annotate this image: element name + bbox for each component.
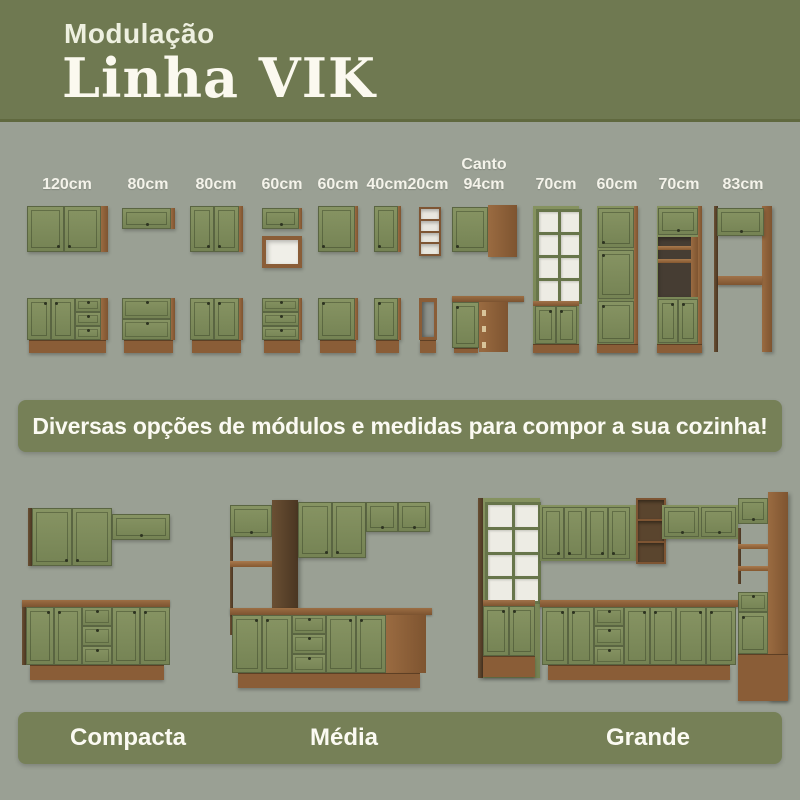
- flip-door: [398, 502, 430, 532]
- drawer: [82, 626, 112, 646]
- drawer: [82, 607, 112, 626]
- drawer: [292, 615, 326, 634]
- module-label-canto-top: Canto: [461, 156, 507, 173]
- cabinet-door: [190, 298, 214, 340]
- cabinet-door: [26, 607, 54, 665]
- rack-cell: [421, 209, 439, 219]
- cabinet-door: [374, 298, 398, 340]
- wood-side-panel: [299, 208, 302, 229]
- cabinet-door: [54, 607, 82, 665]
- module-120cm-upper-cabinet: [27, 206, 108, 252]
- plinth: [483, 656, 535, 677]
- flip-door: [738, 498, 768, 524]
- glass-pane: [515, 555, 539, 577]
- glass-pane: [539, 258, 558, 278]
- kitchen-grande-illustration: [470, 485, 788, 703]
- cabinet-door: [214, 298, 239, 340]
- wood-side-panel: [738, 528, 741, 584]
- hinge: [482, 326, 486, 332]
- wood-side-panel: [398, 206, 401, 252]
- module-label-60cm-c: 60cm: [596, 176, 638, 193]
- shelf: [738, 566, 768, 571]
- wood-side-panel: [171, 298, 175, 340]
- wood-side-panel: [355, 298, 358, 340]
- canto-upper-wood-panel: [488, 205, 517, 257]
- module-60cm-tall-pantry-cabinet: [597, 206, 638, 352]
- base-counter-run: [230, 608, 432, 693]
- drawer: [122, 298, 171, 319]
- module-83cm-fridge-frame: [714, 206, 772, 352]
- open-shelf-section: [738, 528, 768, 584]
- cabinet-door: [624, 607, 650, 665]
- header-band: [0, 0, 800, 122]
- flip-upper-cabinet: [662, 505, 738, 539]
- drawer: [262, 326, 299, 340]
- wood-side-panel: [698, 206, 702, 344]
- module-label-60cm-a: 60cm: [261, 176, 303, 193]
- cabinet-door: [214, 206, 239, 252]
- wood-side-panel: [299, 298, 302, 340]
- tall-corner-tower: [738, 492, 788, 700]
- module-20cm-base-open-unit: [419, 298, 437, 340]
- base-counter-run: [22, 600, 170, 688]
- module-80cm-drawer-base-cabinet: [122, 298, 175, 340]
- glass-display-cabinet: [478, 498, 540, 678]
- cabinet-door: [542, 607, 568, 665]
- cabinet-door: [51, 298, 75, 340]
- header-kicker: Modulação: [64, 18, 215, 49]
- glass-pane: [539, 281, 558, 301]
- flip-door: [122, 208, 171, 229]
- drawer: [738, 592, 768, 612]
- cabinet-door: [535, 306, 556, 344]
- glass-pane: [515, 505, 539, 527]
- flip-upper-cabinet: [112, 514, 170, 540]
- cabinet-door: [27, 298, 51, 340]
- cabinet-door: [598, 301, 634, 343]
- cabinet-door: [676, 607, 706, 665]
- cabinet-door: [72, 508, 112, 566]
- module-label-120cm: 120cm: [42, 176, 92, 193]
- kitchen-sizes-band: [18, 712, 782, 764]
- module-20cm-upper-bottle-rack: [419, 207, 441, 256]
- cabinet-door: [27, 206, 64, 252]
- glass-pane: [488, 505, 512, 527]
- wood-side-panel: [239, 298, 243, 340]
- glass-pane: [561, 212, 580, 232]
- drawer: [594, 646, 624, 665]
- drawer: [75, 312, 101, 326]
- flip-door: [366, 502, 398, 532]
- wood-side-panel: [355, 206, 358, 252]
- glass-pane: [488, 530, 512, 552]
- kitchen-label-media: Média: [309, 724, 378, 751]
- cabinet-door: [64, 206, 101, 252]
- cabinet-door: [356, 615, 386, 673]
- wood-side-panel: [691, 237, 698, 297]
- plinth: [597, 344, 638, 353]
- cabinet-door: [112, 607, 140, 665]
- drawer: [75, 298, 101, 312]
- module-70cm-glass-display-cabinet: [533, 206, 579, 352]
- flip-door: [701, 507, 736, 537]
- glass-pane: [488, 579, 512, 601]
- rack-cell: [421, 221, 439, 231]
- cabinet-door: [650, 607, 676, 665]
- banner-text: Diversas opções de módulos e medidas para compor a sua cozinha!: [32, 412, 768, 439]
- flip-door: [112, 514, 170, 540]
- flip-door: [230, 505, 272, 537]
- module-80cm-base-cabinet: [190, 298, 243, 340]
- module-label-canto: 94cm: [463, 176, 505, 193]
- rack-cell: [421, 233, 439, 243]
- page-title: Linha VIK: [62, 46, 376, 110]
- drawer: [262, 312, 299, 326]
- flip-door: [658, 208, 698, 235]
- drawer: [292, 634, 326, 654]
- module-40cm-upper-cabinet: [374, 206, 401, 252]
- glass-pane: [561, 235, 580, 255]
- drawer: [262, 298, 299, 312]
- plinth: [320, 340, 356, 353]
- module-canto-upper-cabinet: [452, 207, 488, 252]
- cabinet-door: [232, 615, 262, 673]
- wood-side-panel: [101, 298, 108, 340]
- hinge: [482, 310, 486, 316]
- hinge: [482, 342, 486, 348]
- plinth: [192, 340, 241, 353]
- cabinet-door: [509, 606, 535, 656]
- canto-base-wood-panel: [479, 302, 508, 352]
- glass-pane: [539, 235, 558, 255]
- cabinet-door: [586, 507, 608, 559]
- rack-cell: [638, 543, 664, 562]
- module-60cm-flip-upper-cabinet: [262, 208, 302, 229]
- shelf: [230, 561, 272, 567]
- module-label-80cm-a: 80cm: [127, 176, 169, 193]
- counter-top: [22, 600, 170, 607]
- cabinet-door: [298, 502, 332, 558]
- open-niche: [262, 236, 302, 268]
- plinth: [376, 340, 399, 353]
- counter-top: [540, 600, 738, 607]
- plinth: [548, 665, 730, 680]
- module-80cm-upper-cabinet: [190, 206, 243, 252]
- module-60cm-base-cabinet: [318, 298, 358, 340]
- cabinet-door: [608, 507, 630, 559]
- module-60cm-upper-cabinet: [318, 206, 358, 252]
- drawer: [594, 626, 624, 646]
- cabinet-door: [262, 615, 292, 673]
- wood-end-panel: [386, 615, 426, 673]
- plinth: [420, 340, 436, 353]
- upper-cabinet: [28, 508, 112, 566]
- glass-pane: [539, 212, 558, 232]
- flip-door: [664, 507, 699, 537]
- kitchen-label-grande: Grande: [605, 724, 691, 751]
- rack-cell: [638, 500, 664, 519]
- drawer: [82, 646, 112, 665]
- banner: [18, 400, 782, 452]
- cabinet-door: [32, 508, 72, 566]
- cabinet-door: [318, 206, 355, 252]
- glass-pane: [515, 530, 539, 552]
- kitchen-media-illustration: [228, 495, 434, 695]
- wood-side-panel: [398, 298, 401, 340]
- wood-side-panel: [171, 208, 175, 229]
- module-label-70cm-b: 70cm: [658, 176, 700, 193]
- cabinet-door: [318, 298, 355, 340]
- plinth: [738, 654, 788, 701]
- plinth: [533, 344, 579, 353]
- module-label-40cm: 40cm: [366, 176, 408, 193]
- module-40cm-base-cabinet: [374, 298, 401, 340]
- module-label-20cm: 20cm: [407, 176, 449, 193]
- wood-side-panel: [239, 206, 243, 252]
- flip-upper-cabinet: [366, 502, 430, 532]
- rack-cell: [421, 244, 439, 254]
- frame-shelf: [718, 276, 762, 285]
- wood-side-panel: [101, 206, 108, 252]
- module-canto-base-cabinet: [452, 302, 479, 348]
- upper-cabinet: [540, 505, 636, 561]
- cabinet-door: [598, 250, 634, 299]
- cabinet-door: [678, 299, 698, 343]
- plinth: [30, 665, 164, 680]
- cabinet-door: [568, 607, 594, 665]
- wood-side-panel: [634, 206, 638, 344]
- upper-cabinet: [298, 502, 366, 558]
- plinth: [454, 348, 478, 353]
- cabinet-door: [452, 302, 479, 348]
- glass-pane: [561, 281, 580, 301]
- kitchen-compacta-illustration: [20, 495, 180, 690]
- counter-top: [230, 608, 432, 615]
- module-label-60cm-b: 60cm: [317, 176, 359, 193]
- glass-pane: [515, 579, 539, 601]
- module-label-80cm-b: 80cm: [195, 176, 237, 193]
- plinth: [124, 340, 173, 353]
- drawer: [594, 607, 624, 626]
- cabinet-door: [738, 612, 768, 654]
- cabinet-door: [140, 607, 170, 665]
- flip-upper-cabinet: [230, 505, 272, 537]
- cabinet-door: [598, 208, 634, 248]
- glass-pane: [561, 258, 580, 278]
- module-60cm-drawer-base-cabinet: [262, 298, 302, 340]
- glass-doors: [485, 502, 541, 604]
- flip-door: [262, 208, 299, 229]
- module-80cm-flip-upper-cabinet: [122, 208, 175, 229]
- open-compartment: [658, 237, 698, 297]
- plinth: [264, 340, 300, 353]
- flip-door: [717, 208, 764, 236]
- module-label-70cm-a: 70cm: [535, 176, 577, 193]
- module-label-83cm: 83cm: [722, 176, 764, 193]
- glass-doors: [536, 209, 582, 304]
- drawer: [122, 319, 171, 340]
- cabinet-door: [452, 207, 488, 252]
- cabinet-door: [326, 615, 356, 673]
- glass-pane: [488, 555, 512, 577]
- base-counter-run: [540, 600, 738, 688]
- plinth: [238, 673, 420, 688]
- drawer: [75, 326, 101, 340]
- plinth: [29, 340, 106, 353]
- cabinet-door: [332, 502, 366, 558]
- cabinet-door: [374, 206, 398, 252]
- module-70cm-oven-tower: [657, 206, 702, 352]
- cabinet-door: [658, 299, 678, 343]
- cabinet-door: [542, 507, 564, 559]
- shelf: [738, 544, 768, 549]
- cabinet-door: [483, 606, 509, 656]
- cabinet-door: [564, 507, 586, 559]
- plinth: [657, 344, 702, 353]
- kitchen-label-compacta: Compacta: [69, 724, 187, 751]
- drawer: [292, 654, 326, 673]
- cabinet-door: [706, 607, 736, 665]
- cabinet-door: [190, 206, 214, 252]
- module-120cm-base-cabinet: [27, 298, 108, 340]
- rack-cell: [638, 521, 664, 540]
- cabinet-door: [556, 306, 577, 344]
